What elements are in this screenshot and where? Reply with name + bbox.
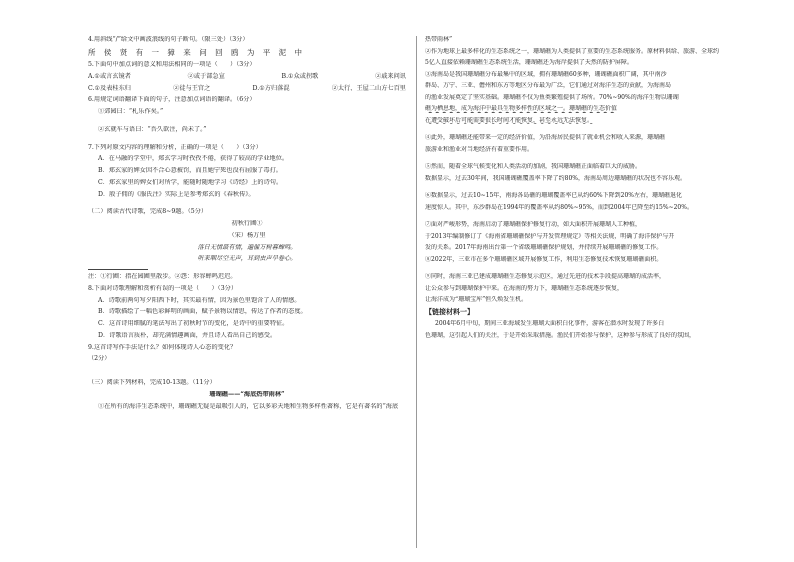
q5-option: ②徒与王宫之 [173, 84, 211, 92]
left-column [88, 36, 406, 410]
article-line: ②作为地球上最多样化的生态系统之一，珊瑚礁为人类提供了重要的生态系统服务。原材料供给、旅游、全球约 [425, 47, 720, 55]
column-divider [416, 36, 417, 548]
q8-option: A．诗歌前两句写夕阳西下时，其实最有情，因为景色里饱含了人的情感。 [98, 296, 301, 304]
article-line: 让海洋成为“珊瑚宝库”恒久焕发生机。 [425, 296, 528, 303]
q5-options-row1 [88, 73, 406, 81]
article-line: 的渔业发展奠定了坚实基础。珊瑚礁不仅为鱼类繁殖提供了场所。70%~90%的海洋生物以珊瑚 [425, 93, 679, 101]
q5-option: ②戚来问讯 [375, 72, 406, 80]
article-line: ⑦面对严峻形势，海南启动了珊瑚礁保护修复行动，如大面积开展珊瑚人工种植， [425, 221, 642, 228]
section2-title: （二）阅读古代诗歌，完成8~9题。（5分） [88, 208, 208, 216]
poem-author: （宋）杨万里 [228, 231, 266, 239]
section3-title: （三）阅读下列材料，完成10-13题。（11分） [88, 379, 216, 387]
article-line: 数据显示，过去30年间，我国珊瑚礁覆盖率下降了约80%，海南岛周边珊瑚礁的状况也不容乐观。 [425, 174, 686, 182]
article-title: 珊瑚礁——“海底热带雨林” [209, 390, 285, 398]
article-line: ⑧2022年，三亚市在多个珊瑚礁区域开展修复工作，利用生态修复技术恢复珊瑚礁面积。 [425, 255, 663, 263]
article-line-underlined: 在遭受破坏后可能需要很长时间才能恢复，甚至永远无法恢复。 [425, 116, 594, 124]
article-line: ⑤然而，随着全球气候变化和人类活动的加剧，我国珊瑚礁正面临着巨大的威胁。 [425, 163, 642, 170]
q7-prompt: 7.下列对原文内容的理解和分析，正确的一项是（ ）（3分） [88, 143, 262, 151]
article-line: 速度惊人。其中，东沙群岛在1994年的覆盖率从约80%~95%，而到2004年已降至约15%~20%。 [425, 203, 693, 211]
q7-option: C．郑玄家里的婢女们对所学，能随时随地学习《诗经》上的诗句。 [98, 178, 283, 186]
q5-option: A.①或言玄镜者 [88, 72, 131, 80]
q7-option: A．在马融的学堂中，郑玄学习时孜孜不倦，获得了较高的学业地位。 [98, 155, 289, 163]
q8-option: B．诗歌描绘了一幅色彩鲜明的画面，赋予景物以情思，传达了作者的态度。 [98, 308, 307, 316]
q4-sentence: 所 侯 贤 有 一 獐 来 问 回 鸥 为 平 泥 中 [88, 47, 305, 57]
q5-options-row2 [88, 85, 406, 93]
q5-option: ②或于部急宣 [187, 72, 225, 80]
article-line-underlined: 礁为栖息地，成为海洋中最具生物多样性的区域之一。珊瑚礁的生态价值 [425, 105, 618, 112]
q7-option: B．郑玄家的婢女因不合心意被罚，而且她宁死也没有屈服了毒打。 [98, 167, 282, 175]
link-paragraph: 2004年6月中旬，期间三亚海域发生珊瑚大面积白化事件，游客在潜水时发现了许多白 [435, 320, 665, 328]
article-line: 旅游业和渔业对当地经济有着重要作用。 [425, 145, 534, 153]
q9-prompt: 9.这首诗写作手法是什么？如何体现诗人心态的变化？ [88, 343, 237, 351]
article-line: 热带雨林” [425, 36, 453, 43]
link-material-heading: 【链接材料一】 [425, 306, 474, 316]
article-line: ⑥数据显示，过去10~15年，南海各岛礁的珊瑚覆盖率已从约60%下降到20%左右，珊瑚礁退化 [425, 192, 682, 199]
q6-item: ①郊园曰：“札乐作矣。” [98, 108, 164, 116]
q8-option: C．这首诗用细腻的笔法写出了初秋时节的变化，是诗中的重要特征。 [98, 320, 289, 328]
article-line: 5亿人直接依赖珊瑚礁生态系统生活，珊瑚礁还为海岸提供了天然的防护屏障。 [425, 59, 633, 66]
article-line: 于2013年编制修订了《海南省珊瑚礁保护与开发管理规定》等相关法规，明确了海洋保护与开 [425, 232, 675, 240]
article-line: ⑨同时，海南三亚已建成珊瑚礁生态修复示范区，通过先进的技术手段提高珊瑚的成活率， [425, 273, 666, 280]
article-line: 让公众参与到珊瑚保护中来。在海南的努力下，珊瑚礁生态系统逐步恢复， [425, 284, 624, 292]
link-paragraph: 色珊瑚，这引起人们的关注，于是开始采取措施。渔民们开始参与保护，这种参与形成了良好的氛围， [425, 331, 696, 339]
right-column [425, 36, 760, 339]
poem-line: 落日无情最有情，遍催万树暮蝉鸣。 [197, 243, 297, 251]
article-line: 发的关系。2017年海南出台第一个省级珊瑚礁保护规划，并持续开展珊瑚礁的修复工作。 [425, 244, 663, 251]
q4-prompt: 4.用斜线“/”给文中画波浪线的句子断句。（限三处）（3分） [88, 36, 249, 43]
q8-prompt: 8.下面对诗歌理解和赏析有误的一项是（ ）（3分） [88, 284, 238, 292]
article-line: 群岛、万宁、三亚、儋州和东方等地区分布最为广泛，它们通过对海洋生态的贡献，为海南岛 [425, 82, 672, 89]
q5-option: ②太行、王屋二山方七百里 [331, 84, 406, 92]
note-rule [88, 269, 148, 270]
q5-option: D.①方归落混 [252, 84, 290, 92]
article-paragraph: ①在所有的海洋生态系统中，珊瑚礁无疑是最吸引人的，它以多彩天地和生物多样性著称，它是有著名的“海底 [98, 402, 399, 410]
q5-option: B.①众或拐歌 [281, 72, 319, 80]
q7-option: D．殷子佣的《服氏注》实际上是参考郑玄的《春秋传》。 [98, 190, 255, 198]
q8-option: D．诗歌语言质朴，却充满情趣画面，并且诗人看出自己的感受。 [98, 331, 277, 339]
poem-line: 听来咽尽空无声，耳到虫声早卷心。 [197, 255, 297, 263]
q5-option: C.①及表桂东归 [88, 84, 131, 92]
q5-prompt: 5.下面句中加点词的意义和用法相同的一项是（ ）（3分） [88, 61, 256, 69]
q6-prompt: 6.用规定词语翻译下面的句子，注意加点词语的翻译。（6分） [88, 96, 256, 104]
article-line: ③海南岛是我国珊瑚礁分布最集中的区域，拥有珊瑚礁60多种，珊瑚礁面积广阔，其中南沙 [425, 70, 667, 78]
poem-note: 注：①行圃：指在园圃里散步。②怨：形容蝉鸣迟迟。 [88, 273, 237, 281]
q9-score: （2分） [88, 355, 111, 363]
q6-item: ②玄就车与语曰：“吾久欲注，尚未了。” [98, 125, 207, 133]
article-line: ④此外，珊瑚礁还能带来一定的经济价值，为沿海居民提供了就业机会和收入来源，珊瑚礁 [425, 134, 666, 141]
poem-title: 初秋行圃① [231, 220, 263, 228]
